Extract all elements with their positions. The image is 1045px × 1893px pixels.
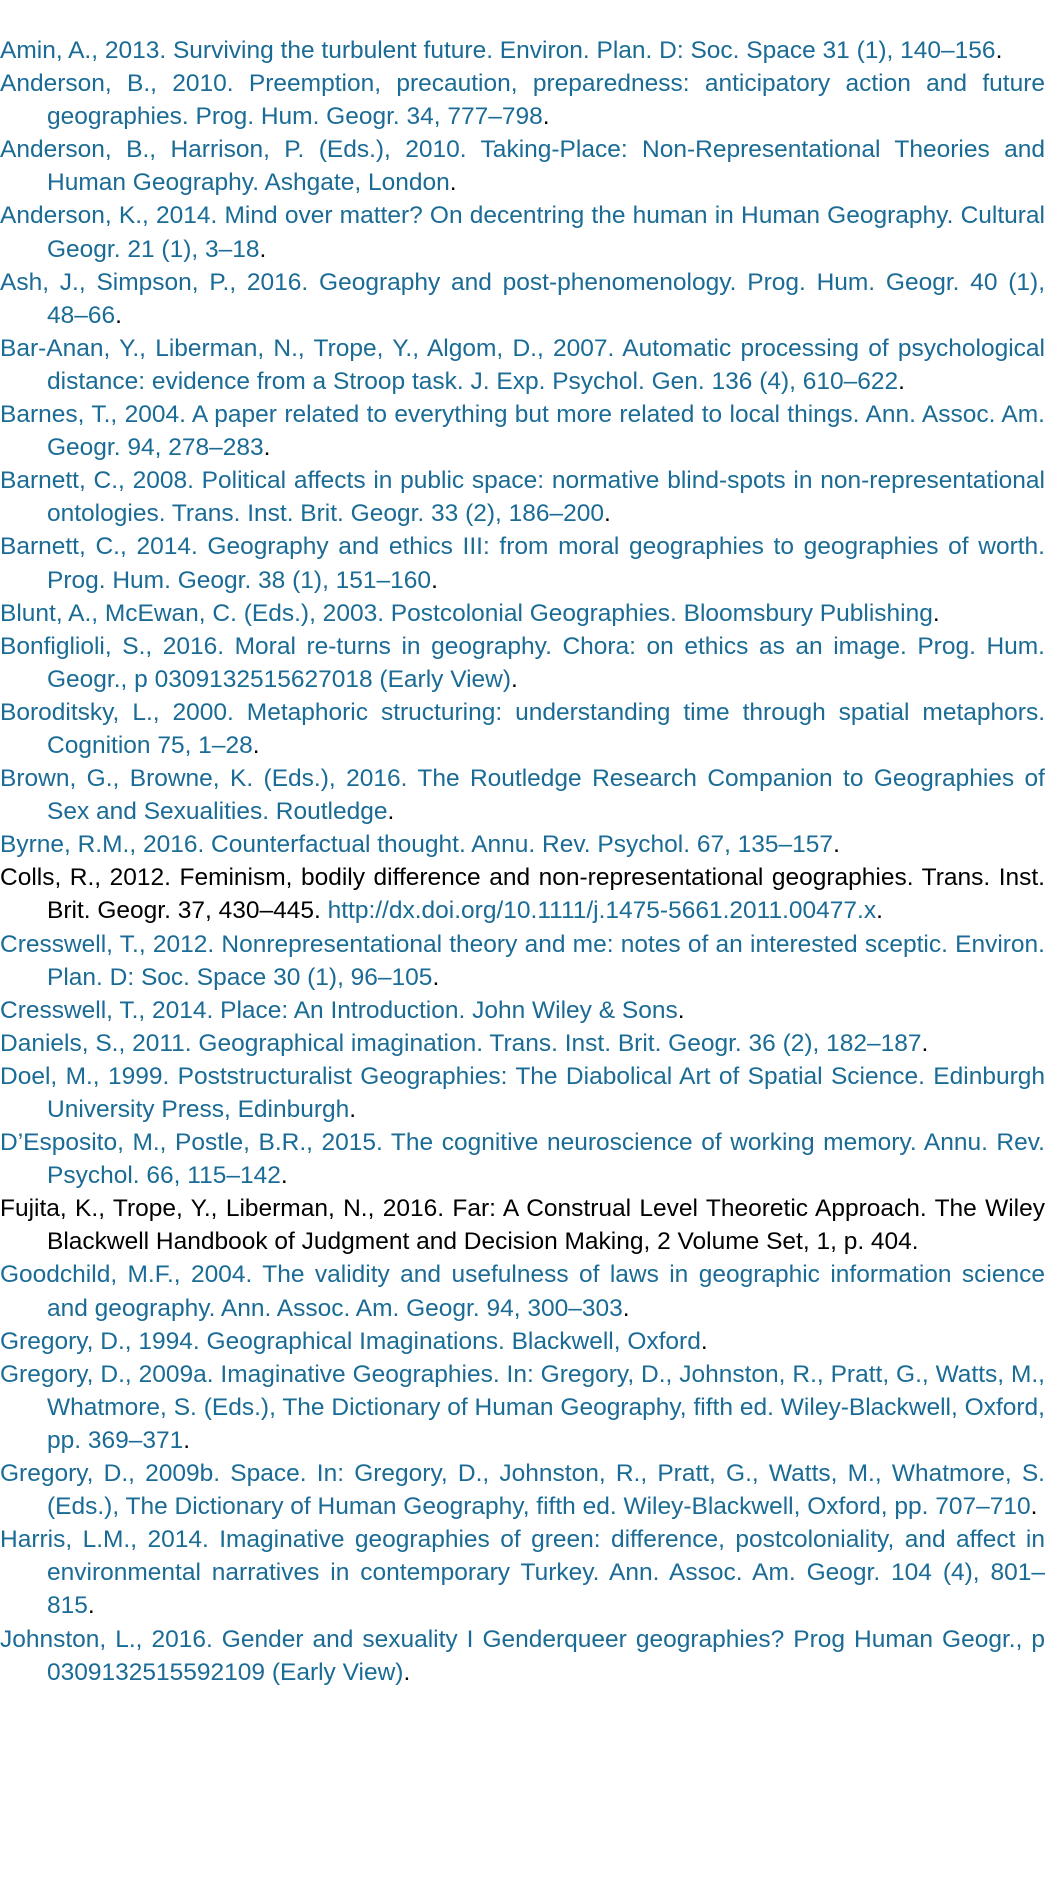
reference-period: . <box>833 831 840 859</box>
reference-item <box>0 199 1045 265</box>
reference-period: . <box>263 434 271 462</box>
reference-link[interactable]: Barnett, C., 2014. Geography and ethics III: from moral geographies to geographies of worth. Prog. Hum. Geogr. 38 (1), 151–160 <box>0 533 1045 594</box>
reference-link[interactable]: Bar-Anan, Y., Liberman, N., Trope, Y., Algom, D., 2007. Automatic processing of psychological distance: evidence from a Stroop task. J. Exp. Psychol. Gen. 136 (4), 610–622 <box>0 334 1045 395</box>
reference-text: Fujita, K., Trope, Y., Liberman, N., 2016. Far: A Construal Level Theoretic Approach. The Wiley Blackwell Handbook of Judgment and Decision Making, 2 Volume Set, 1, p. 404. <box>0 1195 1045 1256</box>
doi-link[interactable]: http://dx.doi.org/10.1111/j.1475-5661.2011.00477.x <box>327 897 877 925</box>
reference-period: . <box>349 1096 357 1123</box>
reference-item <box>0 994 1045 1027</box>
reference-item <box>0 1325 1045 1358</box>
reference-text: Colls, R., 2012. Feminism, bodily difference and non-representational geographies. Trans. Inst. Brit. Geogr. 37, 430–445. <box>0 864 1045 925</box>
reference-link[interactable]: Byrne, R.M., 2016. Counterfactual thought. Annu. Rev. Psychol. 67, 135–157 <box>0 831 834 859</box>
reference-item <box>0 332 1045 398</box>
reference-item <box>0 266 1045 332</box>
reference-period: . <box>183 1426 191 1454</box>
reference-period: . <box>921 1029 929 1057</box>
reference-item <box>0 1358 1045 1457</box>
reference-link[interactable]: Amin, A., 2013. Surviving the turbulent future. Environ. Plan. D: Soc. Space 31 (1), 140–156 <box>0 37 996 64</box>
reference-link[interactable]: D’Esposito, M., Postle, B.R., 2015. The cognitive neuroscience of working memory. Annu. Rev. Psychol. 66, 115–142 <box>0 1129 1045 1190</box>
reference-item <box>0 828 1045 861</box>
reference-period: . <box>677 996 685 1024</box>
reference-link[interactable]: Daniels, S., 2011. Geographical imagination. Trans. Inst. Brit. Geogr. 36 (2), 182–187 <box>0 1029 922 1057</box>
reference-period: . <box>898 367 905 395</box>
reference-item <box>0 1523 1045 1622</box>
reference-period: . <box>700 1327 708 1355</box>
reference-item <box>0 530 1045 596</box>
reference-item <box>0 1126 1045 1192</box>
reference-link[interactable]: Bonfiglioli, S., 2016. Moral re-turns in geography. Chora: on ethics as an image. Prog. Hum. Geogr., p 0309132515627018 (Early View) <box>0 632 1045 693</box>
reference-item <box>0 696 1045 762</box>
reference-period: . <box>432 963 440 991</box>
reference-item <box>0 597 1045 630</box>
reference-period: . <box>604 500 611 528</box>
reference-item <box>0 861 1045 927</box>
reference-period: . <box>431 566 438 594</box>
reference-period: . <box>622 1294 630 1322</box>
reference-link[interactable]: Cresswell, T., 2014. Place: An Introduction. John Wiley & Sons <box>0 996 678 1024</box>
reference-period: . <box>115 301 122 329</box>
reference-item <box>0 1258 1045 1324</box>
reference-period: . <box>259 235 267 263</box>
reference-period: . <box>87 1592 95 1620</box>
reference-link[interactable]: Gregory, D., 2009b. Space. In: Gregory, D., Johnston, R., Pratt, G., Watts, M., Whatmore, S. (Eds.), The Dictionary of Human Geography, fifth ed. Wiley-Blackwell, Oxford, pp. 707–710 <box>0 1460 1045 1521</box>
reference-link[interactable]: Barnett, C., 2008. Political affects in public space: normative blind-spots in non-representational ontologies. Trans. Inst. Brit. Geogr. 33 (2), 186–200 <box>0 467 1045 528</box>
reference-link[interactable]: Blunt, A., McEwan, C. (Eds.), 2003. Postcolonial Geographies. Bloomsbury Publishing <box>0 599 933 627</box>
reference-link[interactable]: Barnes, T., 2004. A paper related to everything but more related to local things. Ann. Assoc. Am. Geogr. 94, 278–283 <box>0 401 1045 462</box>
reference-link[interactable]: Anderson, B., Harrison, P. (Eds.), 2010. Taking-Place: Non-Representational Theories and Human Geography. Ashgate, London <box>0 136 1045 197</box>
reference-link[interactable]: Doel, M., 1999. Poststructuralist Geographies: The Diabolical Art of Spatial Science. Edinburgh University Press, Edinburgh <box>0 1062 1045 1123</box>
reference-period: . <box>252 731 260 759</box>
reference-item <box>0 1457 1045 1523</box>
reference-link[interactable]: Cresswell, T., 2012. Nonrepresentational theory and me: notes of an interested sceptic. Environ. Plan. D: Soc. Space 30 (1), 96–105 <box>0 930 1045 991</box>
reference-item <box>0 928 1045 994</box>
reference-item <box>0 762 1045 828</box>
reference-period: . <box>403 1658 411 1686</box>
reference-link[interactable]: Johnston, L., 2016. Gender and sexuality I Genderqueer geographies? Prog Human Geogr., p 0309132515592109 (Early View) <box>0 1625 1045 1686</box>
reference-item <box>0 1192 1045 1258</box>
reference-link[interactable]: Goodchild, M.F., 2004. The validity and usefulness of laws in geographic information science and geography. Ann. Assoc. Am. Geogr. 94, 300–303 <box>0 1261 1045 1322</box>
reference-period: . <box>280 1162 288 1190</box>
reference-item <box>0 1027 1045 1060</box>
reference-period: . <box>449 169 457 197</box>
reference-period: . <box>876 897 883 925</box>
reference-period: . <box>932 599 940 627</box>
reference-item <box>0 1623 1045 1689</box>
reference-link[interactable]: Boroditsky, L., 2000. Metaphoric structuring: understanding time through spatial metaphors. Cognition 75, 1–28 <box>0 698 1045 759</box>
reference-item <box>0 34 1045 67</box>
reference-list <box>0 34 1045 1689</box>
reference-period: . <box>1030 1493 1038 1521</box>
reference-item <box>0 464 1045 530</box>
reference-item <box>0 630 1045 696</box>
reference-period: . <box>542 103 550 131</box>
reference-item <box>0 67 1045 133</box>
reference-link[interactable]: Gregory, D., 2009a. Imaginative Geographies. In: Gregory, D., Johnston, R., Pratt, G., Watts, M., Whatmore, S. (Eds.), The Dictionary of Human Geography, fifth ed. Wiley-Blackwell, Oxford, pp. 369–371 <box>0 1360 1045 1454</box>
reference-item <box>0 398 1045 464</box>
reference-item <box>0 1060 1045 1126</box>
reference-period: . <box>387 798 395 826</box>
reference-period: . <box>995 37 1003 64</box>
reference-item <box>0 133 1045 199</box>
reference-link[interactable]: Harris, L.M., 2014. Imaginative geographies of green: difference, postcoloniality, and affect in environmental narratives in contemporary Turkey. Ann. Assoc. Am. Geogr. 104 (4), 801–815 <box>0 1526 1045 1620</box>
reference-link[interactable]: Brown, G., Browne, K. (Eds.), 2016. The Routledge Research Companion to Geographies of Sex and Sexualities. Routledge <box>0 765 1045 826</box>
reference-period: . <box>511 665 518 693</box>
reference-link[interactable]: Gregory, D., 1994. Geographical Imaginations. Blackwell, Oxford <box>0 1327 701 1355</box>
reference-link[interactable]: Ash, J., Simpson, P., 2016. Geography and post-phenomenology. Prog. Hum. Geogr. 40 (1), 48–66 <box>0 268 1045 329</box>
reference-link[interactable]: Anderson, K., 2014. Mind over matter? On decentring the human in Human Geography. Cultural Geogr. 21 (1), 3–18 <box>0 202 1045 263</box>
reference-link[interactable]: Anderson, B., 2010. Preemption, precaution, preparedness: anticipatory action and future geographies. Prog. Hum. Geogr. 34, 777–798 <box>0 70 1045 131</box>
